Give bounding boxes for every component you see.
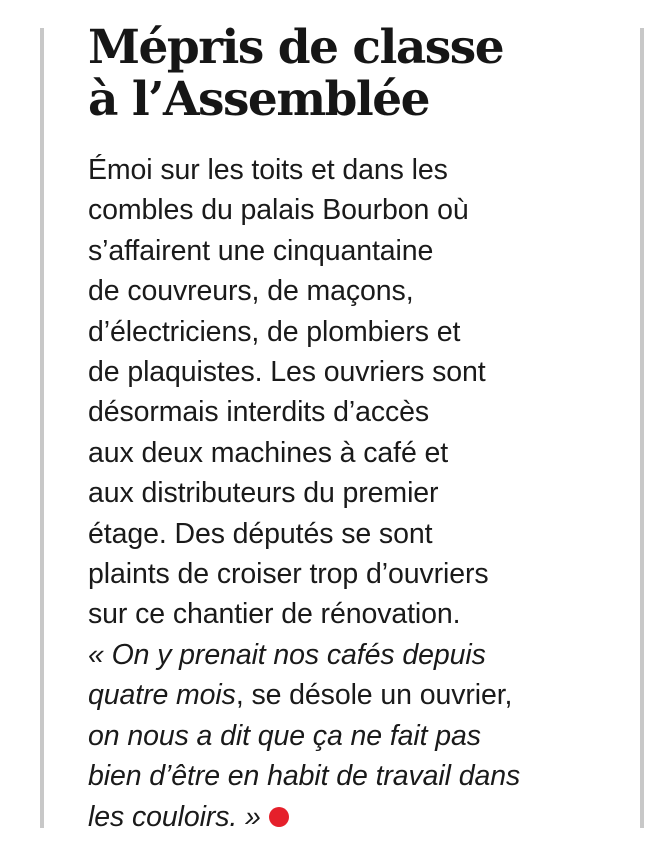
quote-italic-fragment: quatre mois <box>88 679 236 712</box>
quote-line-mixed <box>88 675 628 715</box>
body-line: aux distributeurs du premier <box>88 477 439 510</box>
right-column-rule <box>640 28 644 828</box>
body-line: s’affairent une cinquantaine <box>88 234 434 267</box>
quote-line: « On y prenait nos cafés depuis <box>88 638 486 671</box>
quote-line: bien d’être en habit de travail dans <box>88 760 521 793</box>
article-body <box>88 150 628 837</box>
body-line: d’électriciens, de plombiers et <box>88 315 461 348</box>
red-dot-icon <box>269 807 289 827</box>
headline <box>88 22 628 126</box>
quote-last-line <box>88 797 628 837</box>
body-line: sur ce chantier de rénovation. <box>88 598 461 631</box>
headline-line-2: à l’Assemblée <box>88 72 430 127</box>
body-line: aux deux machines à café et <box>88 436 449 469</box>
headline-line-1: Mépris de classe <box>88 20 504 75</box>
body-line: combles du palais Bourbon où <box>88 194 469 227</box>
body-line: plaints de croiser trop d’ouvriers <box>88 558 489 591</box>
body-line: étage. Des députés se sont <box>88 517 433 550</box>
left-column-rule <box>40 28 44 828</box>
body-line: de plaquistes. Les ouvriers sont <box>88 356 486 389</box>
quote-line: les couloirs. » <box>88 800 261 833</box>
article <box>88 22 628 837</box>
body-line: Émoi sur les toits et dans les <box>88 154 448 186</box>
quote-attribution-fragment: , se désole un ouvrier, <box>235 679 513 712</box>
quote-line: on nous a dit que ça ne fait pas <box>88 719 481 752</box>
body-line: de couvreurs, de maçons, <box>88 275 414 308</box>
body-line: désormais interdits d’accès <box>88 396 430 429</box>
